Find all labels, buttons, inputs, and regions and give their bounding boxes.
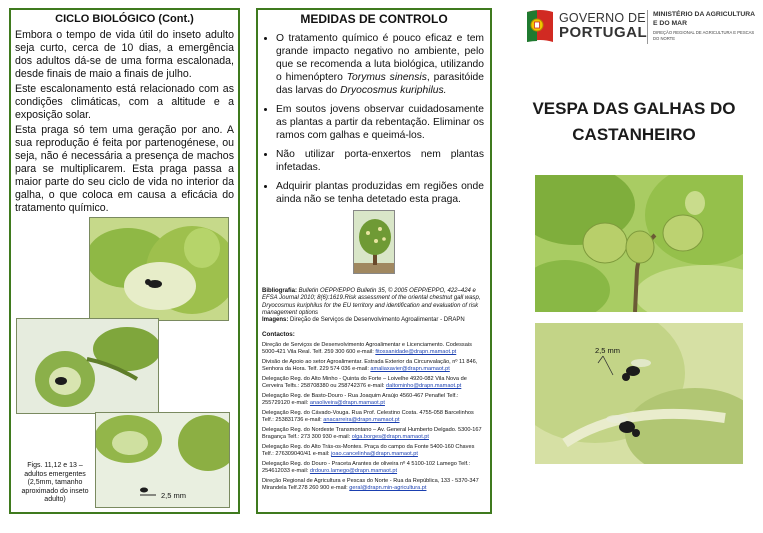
- contact-entry: Delegação Reg. de Basto-Douro - Rua Joaquim Araújo 4560-467 Penafiel Telf.: 255729120 e-mail: anaoliveira@drapn.mamaot.pt: [262, 393, 459, 406]
- gall-photo-1: [89, 217, 229, 321]
- measure-item: • Em soutos jovens observar cuidadosamente as plantas a partir da rebentação. Eliminar os ramos com galhas e queimá-los.: [276, 103, 484, 142]
- email-link[interactable]: anaoliveira@drapn.mamaot.pt: [309, 400, 385, 406]
- government-logo: [525, 8, 757, 48]
- gall-photo-2: [16, 318, 159, 414]
- panel1-title: CICLO BIOLÓGICO (Cont.): [55, 13, 194, 25]
- logo-line1: GOVERNO DE: [559, 11, 646, 25]
- contact-entry: Divisão de Apoio ao setor Agroalimentar. Estrada Exterior da Circunvalação, nº 11 846, Senhora da Hora. Telf. 229 574 036 e-mail: amaliaxavier@drapn.mamaot.pt: [262, 359, 478, 372]
- email-link[interactable]: anacarreira@drapn.mamaot.pt: [323, 417, 400, 423]
- measures-list: [258, 32, 490, 206]
- chestnut-tree-photo: [353, 210, 395, 274]
- contacts: [262, 332, 486, 495]
- email-link[interactable]: olga.borges@drapn.mamaot.pt: [351, 434, 429, 440]
- figure-caption: Figs. 11,12 e 13 – adultos emergentes (2,5mm, tamanho aproximado do inseto adulto): [21, 462, 89, 503]
- scale-label-cover: 2,5 mm: [595, 346, 621, 355]
- email-link[interactable]: daltominho@drapn.mamaot.pt: [385, 383, 462, 389]
- bibliography: Bibliografia: Bulletin OEPP/EPPO Bulletin 35, © 2005 OEPP/EPPO, 422–424 e EFSA Journal 2010; 8(6):1619.Risk assessment of the oriental chestnut gall wasp, Dryocosmus kuriphilus for the EU territory and identification and evaluation of risk management options Imagens: Direção de Serviços de Desenvolvimento Agroalimentar - DRAPN: [262, 288, 481, 324]
- paragraph-2: Este escalonamento está relacionado com as condições climáticas, com a altitude e a exposição solar.: [15, 83, 234, 121]
- logo-divider: [647, 10, 648, 44]
- ministry-name: MINISTÉRIO DA AGRICULTURA E DO MAR: [653, 11, 756, 27]
- measure-item: • Não utilizar porta-enxertos nem plantas infetadas.: [276, 148, 484, 174]
- scale-label-panel1: 2,5 mm: [161, 491, 187, 500]
- email-link[interactable]: geral@drapn.min-agricultura.pt: [349, 485, 427, 491]
- contact-entry: Delegação Reg. do Alto Trás-os-Montes. Praça do campo da Fonte 5400-160 Chaves Telf.: 276309040/41 e-mail: joao.cancelinha@drapn.mamaot.pt: [262, 444, 475, 457]
- chestnut-galls-photo: [535, 175, 743, 312]
- contact-entry: Direção de Serviços de Desenvolvimento Agroalimentar e Licenciamento. Codessais 5000-421 Vila Real. Telf. 259 300 600 e-mail: fitossanidade@drapn.mamaot.pt: [262, 342, 472, 355]
- panel-biological-cycle: [9, 8, 240, 514]
- contact-entry: Delegação Reg. do Nordeste Transmontano – Av. General Humberto Delgado. 5300-167 Bragança Telf.: 273 300 930 e-mail: olga.borges@drapn.mamaot.pt: [262, 427, 482, 440]
- contact-entry: Delegação Reg. do Cávado-Vouga. Rua Prof. Celestino Costa. 4755-058 Barcelinhos Telf.: 253831736 e-mail: anacarreira@drapn.mamaot.pt: [262, 410, 474, 423]
- adult-wasp-photo: [535, 323, 743, 464]
- contact-entry: Delegação Reg. do Douro - Praceta Arantes de oliveira nº 4 5100-102 Lamego Telf.: 254612033 e-mail: drdouro.lamego@drapn.mamaot.pt: [262, 461, 471, 474]
- cover-title: VESPA DAS GALHAS DO CASTANHEIRO: [532, 99, 736, 144]
- paragraph-1: Embora o tempo de vida útil do inseto adulto seja curto, cerca de 10 dias, a emergência dos adultos dá-se de uma forma escalonada, desde finais de maio a finais de julho.: [15, 29, 234, 80]
- panel1-text: [11, 29, 238, 215]
- contact-entry: Delegação Reg. do Alto Minho - Quinta do Forte – Loivelhe 4920-082 Vila Nova de Cerveira Telfs.: 258708380 ou 258742376 e-mail: daltominho@drapn.mamaot.pt: [262, 376, 467, 389]
- measure-item: • O tratamento químico é pouco eficaz e tem grande impacto negativo no ambiente, pelo que se recomenda a luta biológica, utilizando o himenóptero Torymus sinensis, parasitóide das larvas do Dryocosmus kuriphilus.: [276, 32, 484, 97]
- panel-control-measures: [256, 8, 492, 514]
- regional-direction: DIREÇÃO REGIONAL DE AGRICULTURA E PESCAS DO NORTE: [653, 30, 755, 41]
- email-link[interactable]: amaliaxavier@drapn.mamaot.pt: [370, 366, 450, 372]
- panel2-title: MEDIDAS DE CONTROLO: [300, 12, 448, 26]
- contact-entry: Direção Regional de Agricultura e Pescas do Norte - Rua da República, 133 - 5370-347 Mirandela Telf.278 260 900 e-mail: geral@drapn.min-agricultura.pt: [262, 478, 479, 491]
- portugal-flag-icon: [525, 8, 555, 44]
- logo-line2: PORTUGAL: [559, 24, 648, 41]
- contacts-heading: Contactos:: [262, 331, 295, 338]
- email-link[interactable]: joao.cancelinha@drapn.mamaot.pt: [331, 451, 418, 457]
- email-link[interactable]: fitossanidade@drapn.mamaot.pt: [375, 349, 457, 355]
- paragraph-3: Esta praga só tem uma geração por ano. A sua reprodução é feita por partenogénese, ou seja, não é necessária a presença de machos para se multiplicarem. Esta praga passa a maior parte do seu ciclo de vida no interior da galha, o que coloca em causa a eficácia do tratamento químico.: [15, 124, 234, 214]
- email-link[interactable]: drdouro.lamego@drapn.mamaot.pt: [309, 468, 398, 474]
- measure-item: • Adquirir plantas produzidas em regiões onde ainda não se tenha detetado esta praga.: [276, 180, 484, 206]
